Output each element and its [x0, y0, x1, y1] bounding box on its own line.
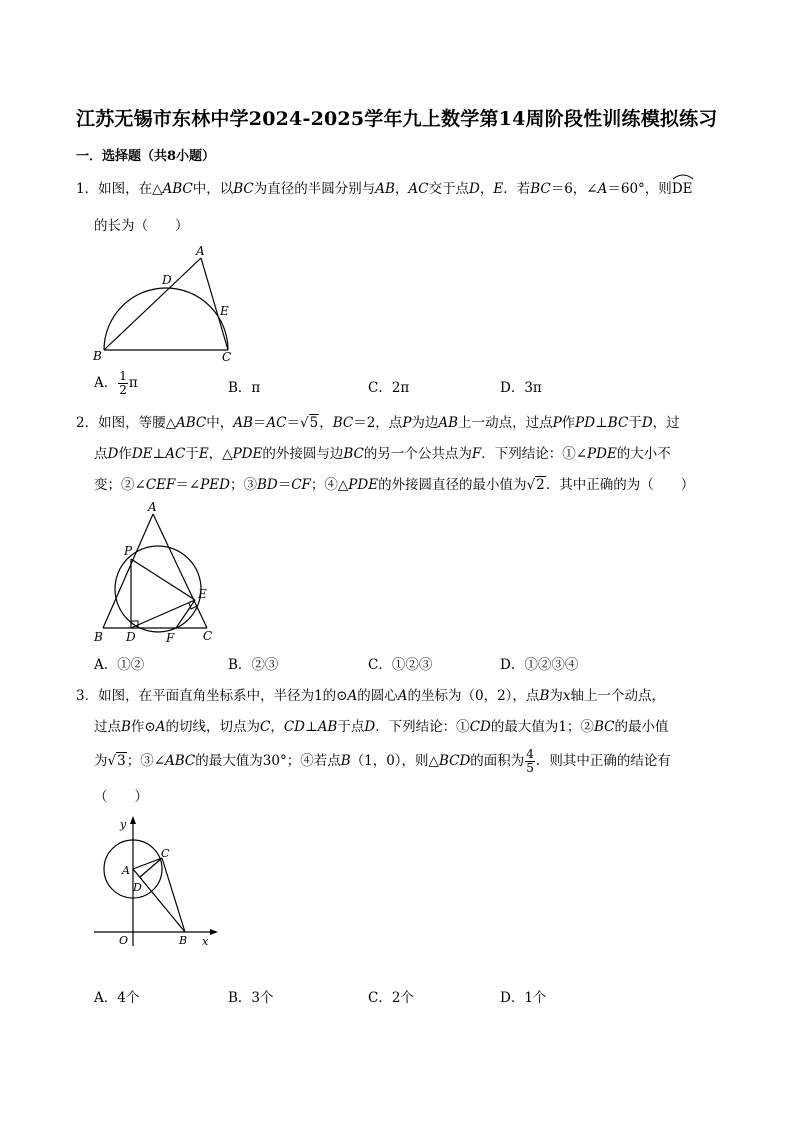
q2-stem-line1: 2．如图，等腰△ABC中，AB＝AC＝√5，BC＝2，点P为边AB上一动点，过点P作PD⊥BC于D，过: [76, 415, 680, 431]
q1-stem-line2: 的长为（ ）: [94, 218, 189, 234]
q1-stem-line1: 1．如图，在△ABC中，以BC为直径的半圆分别与AB，AC交于点D，E．若BC＝6，∠A＝60°，则 DE: [76, 179, 693, 199]
q1-option-c[interactable]: C．2π: [368, 380, 410, 396]
q3-label-c: C: [161, 847, 170, 860]
q1-option-a[interactable]: A． $\frac{1}{2}$ π: [94, 369, 138, 397]
q2-segment-ab: [103, 514, 153, 628]
q3-label-x: x: [202, 935, 209, 948]
q1-semicircle: [104, 288, 228, 350]
q3-option-c[interactable]: C．2个: [368, 990, 414, 1006]
q2-label-d: D: [126, 630, 136, 644]
q2-option-c[interactable]: C．①②③: [368, 657, 433, 673]
q3-label-a: A: [122, 864, 130, 877]
sqrt-2: √2: [526, 477, 545, 493]
q3-option-d[interactable]: D．1个: [500, 990, 547, 1006]
q1-label-d: D: [162, 273, 172, 287]
q3-option-a[interactable]: A．4个: [94, 990, 140, 1006]
q2-stem-line2: 点D作DE⊥AC于E，△PDE的外接圆与边BC的另一个公共点为F．下列结论：①∠PDE的大小不: [94, 446, 671, 462]
fraction-4-5: $\frac{4}{5}$: [526, 747, 534, 775]
q3-number: 3．: [76, 688, 99, 704]
q3-y-arrow: [130, 816, 136, 824]
q3-option-b[interactable]: B．3个: [228, 990, 274, 1006]
q2-option-a[interactable]: A．①②: [94, 657, 145, 673]
q2-option-b[interactable]: B．②③: [228, 657, 279, 673]
q3-stem-line4: （ ）: [94, 789, 148, 805]
q2-label-e: E: [198, 587, 207, 601]
sqrt-3: √3: [107, 753, 126, 769]
q3-stem-line1: 3．如图，在平面直角坐标系中，半径为1的⊙A的圆心A的坐标为（0，2），点B为x轴上一个动点，: [76, 688, 665, 704]
q2-label-b: B: [94, 630, 103, 644]
q3-label-b: B: [179, 934, 188, 947]
q3-segment-bc: [162, 858, 185, 932]
q2-label-f: F: [166, 631, 175, 645]
q1-label-c: C: [222, 350, 232, 364]
sqrt-5: √5: [300, 415, 319, 431]
q1-segment-ab: [104, 258, 201, 350]
q3-segment-ac: [133, 858, 162, 869]
page-title: 江苏无锡市东林中学2024-2025学年九上数学第14周阶段性训练模拟练习: [76, 108, 718, 130]
q3-x-arrow: [210, 929, 218, 935]
section-heading: 一．选择题（共8小题）: [76, 149, 216, 164]
q2-label-p: P: [124, 544, 133, 558]
q2-figure: [88, 498, 228, 648]
q3-stem-line2: 过点B作⊙A的切线，切点为C，CD⊥AB于点D．下列结论：①CD的最大值为1；②BC的最小值: [94, 719, 669, 735]
q3-label-o: O: [119, 934, 129, 947]
arc-de-label: DE: [672, 179, 693, 199]
q3-segment-ab: [133, 869, 185, 932]
q2-segment-pe: [131, 559, 195, 600]
q1-number: 1．: [76, 181, 99, 197]
q1-option-b[interactable]: B．π: [228, 380, 261, 396]
q1-option-d[interactable]: D．3π: [500, 380, 542, 396]
q2-segment-ac: [153, 514, 207, 628]
q2-stem-line3: 变；②∠CEF＝∠PED；③BD＝CF；④△PDE的外接圆直径的最小值为√2．其中正确的为（ ）: [94, 477, 695, 493]
q2-number: 2．: [76, 415, 99, 431]
q3-segment-cd: [140, 858, 162, 877]
q3-stem-line3: 为√3；③∠ABC的最大值为30°；④若点B（1，0），则△BCD的面积为 $\frac{4}{5}$ ．则其中正确的结论有: [94, 747, 671, 775]
q3-figure: [90, 814, 225, 954]
q1-label-b: B: [93, 349, 102, 363]
q2-option-d[interactable]: D．①②③④: [500, 657, 579, 673]
q3-label-d: D: [133, 881, 142, 894]
q1-label-e: E: [220, 304, 229, 318]
q3-label-y: y: [120, 818, 127, 831]
q2-label-a: A: [148, 500, 157, 514]
q1-figure: [88, 240, 248, 366]
q2-label-c: C: [203, 629, 213, 643]
q1-label-a: A: [196, 244, 205, 258]
